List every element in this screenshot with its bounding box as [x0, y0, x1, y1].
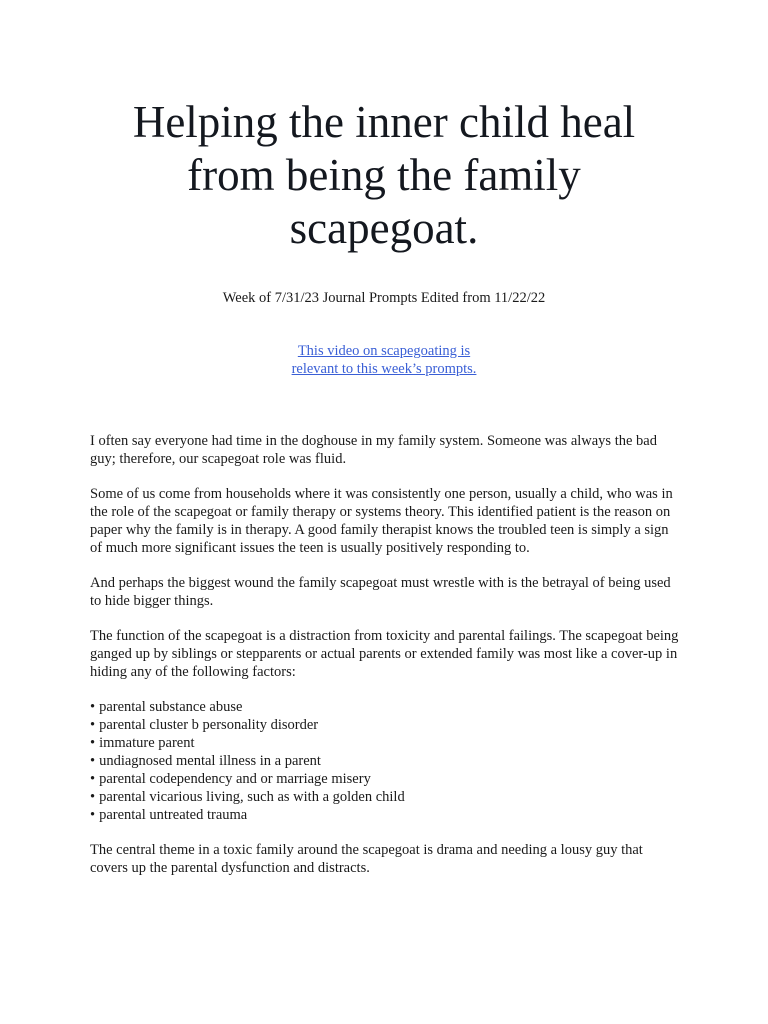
page-title: Helping the inner child heal from being the family scapegoat. — [132, 97, 636, 253]
scapegoating-video-link[interactable] — [0, 343, 768, 378]
list-item — [90, 698, 680, 716]
bullet-icon: • — [90, 735, 96, 751]
paragraph-doghouse: I often say everyone had time in the doghouse in my family system. Someone was always the bad guy; therefore, our scapegoat role was fluid. — [90, 433, 657, 467]
bullet-icon: • — [90, 699, 96, 715]
article-body — [90, 432, 680, 894]
video-link-line-1[interactable]: This video on scapegoating is — [297, 343, 471, 359]
bullet-icon: • — [90, 771, 96, 787]
list-item — [90, 734, 680, 752]
journal-week-subtitle: Week of 7/31/23 Journal Prompts Edited from 11/22/22 — [222, 290, 546, 306]
list-item — [90, 752, 680, 770]
list-item — [90, 788, 680, 806]
list-item-text: immature parent — [99, 735, 195, 751]
video-link-line-2[interactable]: relevant to this week’s prompts. — [291, 360, 477, 377]
list-item-text: parental cluster b personality disorder — [99, 717, 319, 733]
factors-list — [90, 698, 680, 824]
paragraph-betrayal: And perhaps the biggest wound the family scapegoat must wrestle with is the betrayal of being used to hide bigger things. — [90, 575, 671, 609]
bullet-icon: • — [90, 789, 96, 805]
list-item — [90, 806, 680, 824]
list-item-text: undiagnosed mental illness in a parent — [99, 753, 321, 769]
list-item-text: parental vicarious living, such as with a golden child — [99, 789, 405, 805]
bullet-icon: • — [90, 717, 96, 733]
list-item-text: parental substance abuse — [99, 699, 243, 715]
paragraph-identified-patient: Some of us come from households where it was consistently one person, usually a child, who was in the role of the scapegoat or family therapy or systems theory. This identified patient is the reason on paper why the family is in therapy. A good family therapist knows the troubled teen is simply a sign of much more significant issues the teen is usually positively responding to. — [90, 486, 673, 556]
list-item-text: parental untreated trauma — [99, 807, 248, 823]
list-item — [90, 770, 680, 788]
list-item — [90, 716, 680, 734]
bullet-icon: • — [90, 807, 96, 823]
video-link-block — [0, 343, 768, 378]
paragraph-function-of-scapegoat: The function of the scapegoat is a distraction from toxicity and parental failings. The scapegoat being ganged up by siblings or stepparents or actual parents or extended family was most like a cover-up in hiding any of the following factors: — [90, 628, 679, 680]
paragraph-central-theme: The central theme in a toxic family around the scapegoat is drama and needing a lousy guy that covers up the parental dysfunction and distracts. — [90, 842, 643, 876]
list-item-text: parental codependency and or marriage misery — [99, 771, 371, 787]
bullet-icon: • — [90, 753, 96, 769]
